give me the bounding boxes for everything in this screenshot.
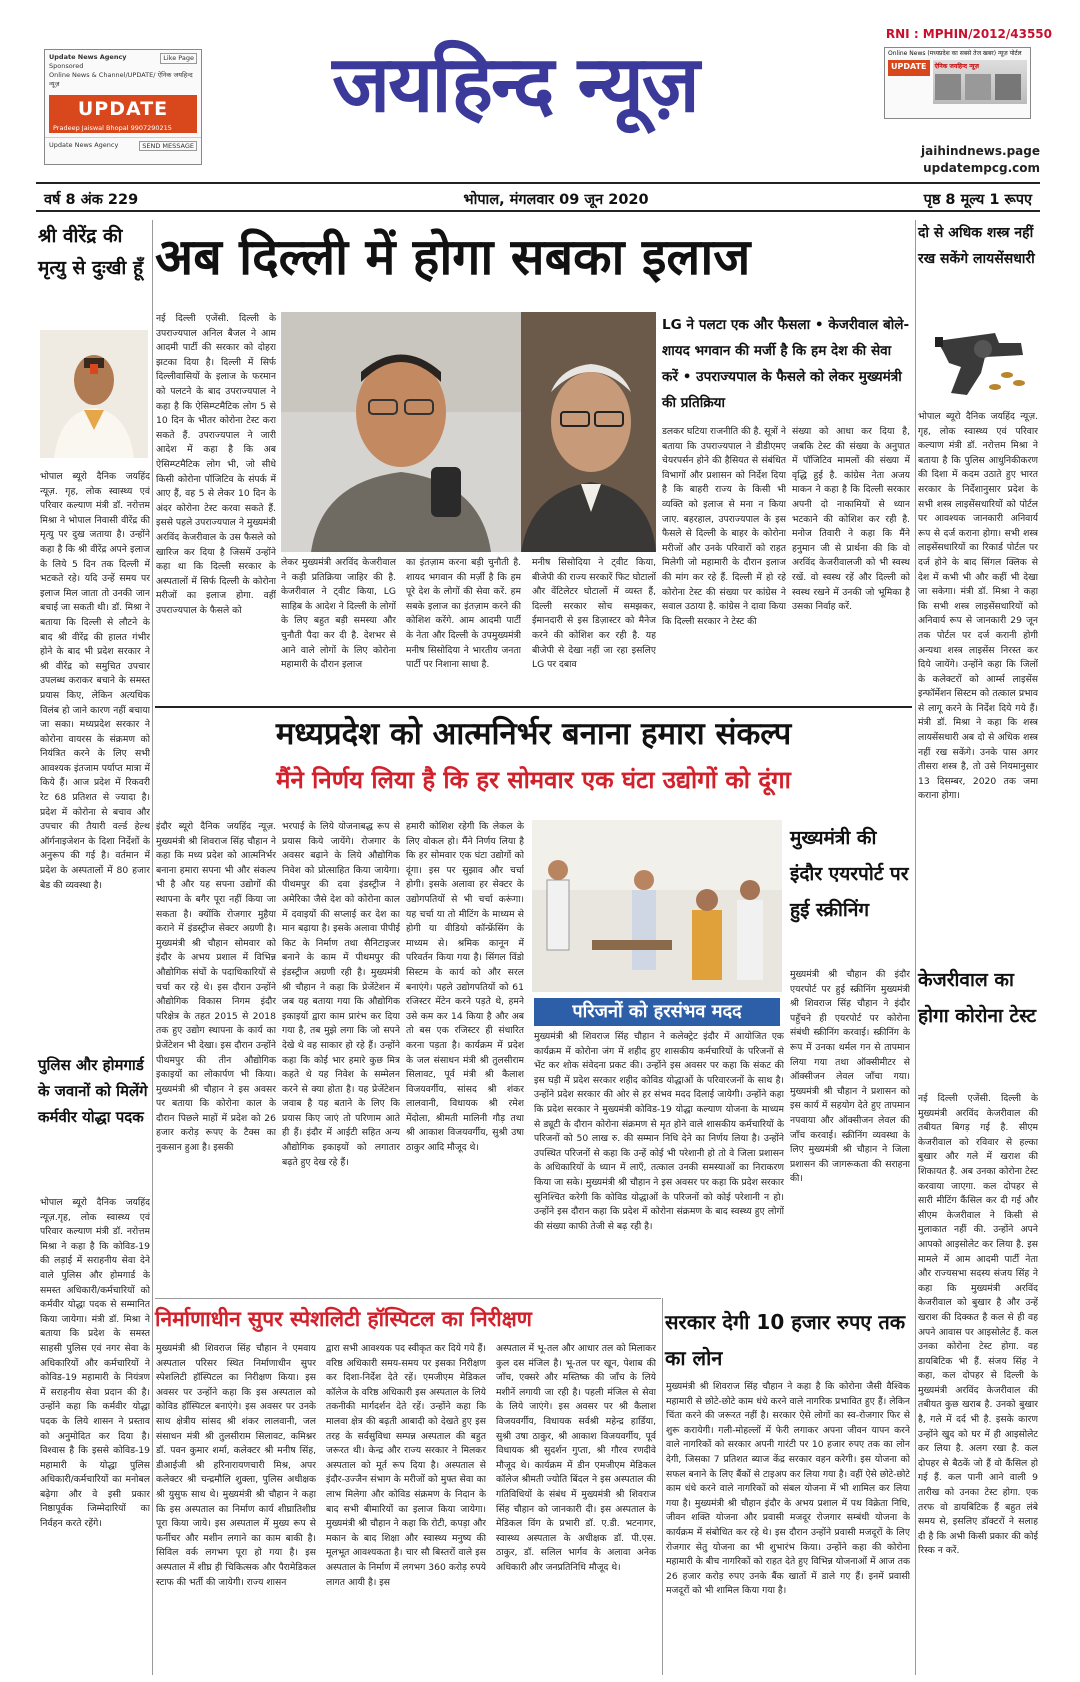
issue-info-bar (36, 182, 1040, 212)
mp-col-1: इंदौर ब्यूरो दैनिक जयहिंद न्यूज़. मुख्यमंत्री श्री शिवराज सिंह चौहान ने कहा कि मध्य प्रदेश को आत्मनिर्भर बनाना हमारा सपना भी और संकल्प भी है और यह सपना उद्योगों की स्थापना के बगैर पूरा नहीं किया जा सकता है। क्योंकि रोजगार मुहैया कराने में इंडस्ट्रीज सेक्टर अग्रणी है। मुख्यमंत्री श्री चौहान सोमवार को इंदौर के अभय प्रशाल में विभिन्न औद्योगिक संघों के पदाधिकारियों से चर्चा कर रहे थे। इस दौरान उन्होंने औद्योगिक विकास निगम इंदौर परिक्षेत्र के तहत 2015 से 2018 तक हुए उद्योग स्थापना के कार्य का प्रेजेंटेशन भी देखा। इस दौरान उन्होंने पीथमपुर की तीन औद्योगिक इकाइयों का लोकार्पण भी किया। मुख्यमंत्री श्री चौहान ने इस अवसर पर बताया कि कोरोना काल के दौरान पिछले माहों में प्रदेश को 26 हजार करोड़ रूपए के टैक्स का नुकसान हुआ है। इसकी (156, 821, 276, 1154)
right-headline-2: केजरीवाल का होगा कोरोना टेस्ट (918, 969, 1037, 1027)
mp-headline: मध्यप्रदेश को आत्मनिर्भर बनाना हमारा संकल्प (275, 716, 792, 752)
lead-subhead: LG ने पलटा एक और फैसला • केजरीवाल बोले- शायद भगवान की मर्जी है कि हम देश की सेवा करें • उपराज्यपाल के फैसले को लेकर मुख्यमंत्री की प्रतिक्रिया (662, 317, 910, 411)
mp-subhead: मैंने निर्णय लिया है कि हर सोमवार एक घंटा उद्योगों को दूंगा (276, 766, 791, 794)
ad-footer (45, 137, 201, 152)
website-updatempcg[interactable]: updatempcg.com (923, 161, 1040, 175)
hospital-col-2: द्वारा सभी आवश्यक पद स्वीकृत कर दिये गये हैं। वरिष्ठ अधिकारी समय-समय पर इसका निरीक्षण कर दिशा-निर्देश देते रहें। एमजीएम मेडिकल कॉलेज के वरिष्ठ अधिकारी इस अस्पताल के लिये तकनीकी मार्गदर्शन देते रहें। उन्होंने कहा कि मालवा क्षेत्र की बढ़ती आबादी को देखते हुए इस तरह के सर्वसुविधा सम्पन्न अस्पताल की बहुत जरूरत थी। केन्द्र और राज्य सरकार ने मिलकर अस्पताल को मूर्त रूप दिया है। अस्पताल से इंदौर-उज्जैन संभाग के मरीजों को मुफ्त सेवा का लाभ मिलेगा और कोविड संक्रमण के निदान के बाद सभी बीमारियों का इलाज किया जायेगा। मुख्यमंत्री श्री चौहान ने कहा कि रोटी, कपड़ा और मकान के बाद शिक्षा और स्वास्थ्य मनुष्य की मूलभूत आवश्यकता है। चार सौ बिस्तरों वाले इस अस्पताल के निर्माण में लगभग 360 करोड़ रुपये लागत आयी है। इस (326, 1343, 486, 1588)
page-price: पृष्ठ 8 मूल्य 1 रूपए (923, 192, 1032, 208)
ad-header (45, 50, 201, 92)
loan-headline: सरकार देगी 10 हजार रुपए तक का लोन (665, 1310, 906, 1370)
ad-contact: Pradeep Jaiswal Bhopal 9907290215 (49, 123, 197, 133)
date-place: भोपाल, मंगलवार 09 जून 2020 (463, 192, 649, 208)
left-article-1: भोपाल ब्यूरो दैनिक जयहिंद न्यूज़. गृह, लोक स्वास्थ्य एवं परिवार कल्याण मंत्री डॉ. नरोत्तम मिश्रा ने भोपाल निवासी वीरेंद्र की मृत्यु पर दुख जताया है। उन्होंने कहा है कि श्री वीरेंद्र अपने इलाज के लिये 5 दिन तक दिल्ली में भटकते रहे। यदि उन्हें समय पर इलाज मिल जाता तो उनकी जान बचाई जा सकती थी। डॉ. मिश्रा ने बताया कि दिल्ली से लौटने के बाद श्री वीरेंद्र की हालत गंभीर होने के बाद भी प्रदेश सरकार ने श्री वीरेंद्र को समुचित उपचार उपलब्ध कराकर बचाने के समस्त प्रयास किए, लेकिन अत्यधिक विलंब हो जाने कारण नहीं बचाया जा सका। मध्यप्रदेश सरकार ने कोरोना वायरस के संक्रमण को नियंत्रित करने के लिए सभी आवश्यक इंतजाम पर्याप्त मात्रा में किये हैं। आज प्रदेश में रिकवरी रेट 68 प्रतिशत से ज्यादा है। प्रदेश में कोरोना से बचाव और उपचार की तैयारी वर्ल्ड हेल्थ ऑर्गनाइजेशन के दिशा निर्देशों के अनुरूप की गई है। वर्तमान में प्रदेश के अस्पतालों में 80 हजार बेड की व्यवस्था है। (40, 471, 150, 891)
lead-col-5: डलकर घटिया राजनीति की है. सूत्रों ने बताया कि उपराज्यपाल ने डीडीएमए चेयरपर्सन होने की हैसियत से संबंधित विभागों और प्रशासन को निर्देश दिया है कि बाहरी राज्य के किसी भी व्यक्ति को इलाज से मना न किया जाए. बहरहाल, उपराज्यपाल के इस फैसले से दिल्ली के बाहर के कोरोना मरीजों और उनके परिवारों को राहत मिलेगी जो महामारी के दौरान इलाज की मांग कर रहे हैं. दिल्ली में हो रहे कोरोना टेस्ट की संख्या पर कांग्रेस ने सवाल उठाया है. कांग्रेस ने दावा किया कि दिल्ली सरकार ने टेस्ट की (662, 426, 786, 627)
mp-meeting-photo (532, 820, 782, 992)
newspaper-title: जयहिन्द न्यूज़ (332, 40, 698, 130)
left-article-2: भोपाल ब्यूरो दैनिक जयहिंद न्यूज़.गृह, लोक स्वास्थ्य एवं परिवार कल्याण मंत्री डॉ. नरोत्तम मिश्रा ने कहा है कि कोविड-19 की लड़ाई में सराहनीय सेवा देने वाले पुलिस और होमगार्ड के समस्त अधिकारी/कर्मचारियों को कर्मवीर योद्धा पदक से सम्मानित किया जायेगा। मंत्री डॉ. मिश्रा ने बताया कि प्रदेश के समस्त साहसी पुलिस एवं नगर सेवा के अधिकारियों और कर्मचारियों ने कोविड-19 महामारी के नियंत्रण में सराहनीय सेवा प्रदान की है। उन्होंने कहा कि कर्मवीर योद्धा पदक के लिये शासन ने प्रस्ताव को अनुमोदित कर दिया है। विश्वास है कि इससे कोविड-19 महामारी के योद्धा पुलिस अधिकारी/कर्मचारियों का मनोबल बढ़ेगा और वे इसी प्रकार निष्ठापूर्वक जिम्मेदारियों का निर्वहन करते रहेंगे। (40, 1197, 150, 1530)
photo-caption-banner: परिजनों को हरसंभव मदद (534, 998, 780, 1026)
ad-update-news-agency[interactable] (44, 49, 202, 165)
lg-baijal-image (521, 312, 656, 552)
website-jaihindnews[interactable]: jaihindnews.page (921, 144, 1040, 158)
lg-photo (521, 312, 656, 552)
meeting-image (532, 820, 782, 992)
minister-photo (40, 330, 148, 458)
rni-number: RNI : MPHIN/2012/43550 (885, 27, 1052, 41)
send-message-button[interactable]: SEND MESSAGE (139, 141, 197, 151)
ad-update-badge: UPDATE (49, 95, 197, 123)
kejriwal-image (281, 312, 521, 552)
ad-sponsored: Sponsored (49, 62, 84, 70)
revolver-icon (925, 303, 1033, 403)
like-page-button[interactable]: Like Page (160, 53, 197, 64)
minister-portrait-icon (40, 330, 148, 458)
hospital-col-1: मुख्यमंत्री श्री शिवराज सिंह चौहान ने एमवाय अस्पताल परिसर स्थित निर्माणाधीन सुपर स्पेशलिटी हॉस्पिटल का निरीक्षण किया। इस अवसर पर उन्होंने कहा कि इस अस्पताल को कोविड हॉस्पिटल बनाएंगे। इस अवसर पर उनके साथ क्षेत्रीय सांसद श्री शंकर लालवानी, जल संसाधन मंत्री श्री तुलसीराम सिलावट, कमिश्नर डॉ. पवन कुमार शर्मा, कलेक्टर श्री मनीष सिंह, डीआईजी श्री हरिनारायणचारी मिश्र, अपर कलेक्टर श्री चन्द्रमौलि शुक्ला, पुलिस अधीक्षक श्री युसुफ साथ थे। मुख्यमंत्री श्री चौहान ने कहा कि इस अस्पताल का निर्माण कार्य शीघ्रातिशीघ्र पूरा किया जाये। इस अस्पताल में मुख्य रूप से फर्नीचर और मशीन लगाने का काम बाकी है। सिविल वर्क लगभग पूरा हो गया है। इस अस्पताल में शीघ्र ही चिकित्सक और पैरामेडिकल स्टाफ की भर्ती की जायेगी। राज्य शासन (156, 1343, 316, 1588)
revolver-photo (925, 303, 1033, 403)
ad-online-news[interactable] (884, 47, 1031, 119)
right-article-2: नई दिल्ली एजेंसी. दिल्ली के मुख्यमंत्री अरविंद केजरीवाल की तबीयत बिगड़ गई है. सीएम केजरीवाल को रविवार से हल्का बुखार और गले में खराश की शिकायत है. अब उनका कोरोना टेस्ट करवाया जाएगा. कल दोपहर से सारी मीटिंग कैंसिल कर दी गई और सीएम केजरीवाल ने किसी से मुलाकात नहीं की. उन्होंने अपने आपको आइसोलेट कर लिया है. इस मामले में आम आदमी पार्टी नेता और राज्यसभा सदस्य संजय सिंह ने कहा कि मुख्यमंत्री अरविंद केजरीवाल को बुखार है और उन्हें खराश की दिक्कत है कल से ही वह अपने आवास पर आइसोलेट हैं. कल उनका कोरोना टेस्ट होगा. वह डायबिटिक भी हैं. संजय सिंह ने कहा, कल दोपहर से दिल्ली के मुख्यमंत्री अरविंद केजरीवाल की तबीयत कुछ खराब है. उनको बुखार है, गले में दर्द भी है. इसके कारण उन्होंने खुद को घर में ही आइसोलेट कर लिया है. अलग रखा है. कल दोपहर से बैठकें जो हैं वो कैंसिल हो गई हैं. कल पानी आने वाली 9 तारीख को उनका टेस्ट होगा. एक तरफ वो डायबिटिक हैं बहुत लंबे समय से, इसलिए डॉक्टरों ने सलाह दी है कि अभी किसी प्रकार की कोई रिस्क न करें. (918, 1093, 1038, 1557)
airport-headline: मुख्यमंत्री की इंदौर एयरपोर्ट पर हुई स्क्रीनिंग (790, 827, 909, 921)
website-links (880, 143, 1040, 177)
lead-col-6: संख्या को आधा कर दिया है, जबकि टेस्ट की संख्या के अनुपात में पॉजिटिव मामलों की संख्या में वृद्धि हुई है. कांग्रेस नेता अजय माकन ने कहा है कि दिल्ली सरकार अपनी दो नाकामियों से ध्यान भटकाने की कोशिश कर रही है. मनोज तिवारी ने कहा कि मैंने हनुमान जी से प्रार्थना की कि वो अरविंद केजरीवालजी को भी स्वस्थ रखें. वो स्वस्थ रहें और दिल्ली को स्वस्थ रखने में उनकी जो भूमिका है उसका निर्वाह करें. (792, 426, 910, 613)
lead-col-1: नई दिल्ली एजेंसी. दिल्ली के उपराज्यपाल अनिल बैजल ने आम आदमी पार्टी की सरकार को दोहरा झटका दिया है। दिल्ली में सिर्फ दिल्लीवासियों के इलाज के फरमान को पलटने के बाद उपराज्यपाल ने कहा है कि ऐसिम्प्टमैटिक लोग 5 से 10 दिन के भीतर कोरोना टेस्ट करा सकते हैं. उपराज्यपाल ने जारी आदेश में कहा है कि अब ऐसिम्प्टमैटिक लोग भी, जो सीधे किसी कोरोना पॉजिटिव के संपर्क में आए हैं, वह 5 से लेकर 10 दिन के अंदर कोरोना टेस्ट करवा सकते हैं. इससे पहले उपराज्यपाल ने मुख्यमंत्री अरविंद केजरीवाल के उस फैसले को खारिज कर दिया है जिसमें उन्होंने कहा था कि दिल्ली सरकार के अस्पतालों में सिर्फ दिल्ली के कोरोना मरीजों का इलाज होगा. वहीं उपराज्यपाल के फैसले को (156, 313, 276, 616)
right-headline-1: दो से अधिक शस्त्र नहीं रख सकेंगे लायसेंसधारी (918, 225, 1035, 267)
ad-right-badge: UPDATE (888, 60, 930, 76)
ad-agency-name: Update News Agency (49, 53, 127, 61)
ad-footer-name: Update News Agency (49, 141, 119, 149)
mp-col-3: हमारी कोशिश रहेगी कि लेकल के लिए वोकल हो। मैंने निर्णय लिया है कि हर सोमवार एक घंटा उद्योगों को दूंगा। इस पर सुझाव और चर्चा होगी। इसके अलावा हर सेक्टर के उद्योगपतियों से भी चर्चा करूंगा। यह चर्चा या तो मीटिंग के माध्यम से होगी या वीडियो कॉन्फ्रेंसिंग के माध्यम से। श्रमिक कानून में परिवर्तन किया गया है। सिंगल विंडो सिस्टम के कार्य को और सरल बनाएंगे। पहले उद्योगपतियों को 61 रजिस्टर मेंटेन करने पड़ते थे, हमने उसे कम कर 14 किया है और अब तो बस एक रजिस्टर ही संधारित करना पड़ता है। कार्यक्रम में प्रदेश के जल संसाधन मंत्री श्री तुलसीराम सिलावट, पूर्व मंत्री श्री कैलाश विजयवर्गीय, सांसद श्री शंकर लालवानी, विधायक श्री रमेश मेंदोला, श्रीमती मालिनी गौड़ तथा श्री आकाश विजयवर्गीय, सुश्री उषा ठाकुर आदि मौजूद थे। (406, 821, 524, 1154)
airport-article: मुख्यमंत्री श्री चौहान की इंदौर एयरपोर्ट पर हुई स्क्रीनिंग मुख्यमंत्री श्री शिवराज सिंह चौहान ने इंदौर पहुँचने ही एयरपोर्ट पर कोरोना संबंधी स्क्रीनिंग करवाई। स्क्रीनिंग के रूप में उनका थर्मल गन से तापमान लिया गया तथा ऑक्सीमीटर से ऑक्सीजन लेवल जाँचा गया। मुख्यमंत्री श्री चौहान ने प्रशासन को इस कार्य में सहयोग देते हुए तापमान नपवाया और ऑक्सीजन लेवल की जाँच करवाई। स्क्रीनिंग व्यवस्था के लिए मुख्यमंत्री श्री चौहान ने जिला प्रशासन की जागरूकता की सराहना की। (790, 969, 910, 1185)
ad-right-description: Online News (मध्यप्रदेश का सबसे तेज खबर) न्यूज़ पोर्टल (888, 50, 1022, 57)
lead-col-3: का इंतज़ाम करना बड़ी चुनौती है. शायद भगवान की मर्ज़ी है कि हम पूरे देश के लोगों की सेवा करें. हम सबके इलाज का इंतज़ाम करने की कोशिश करेंगे. आम आदमी पार्टी के नेता और दिल्ली के उपमुख्यमंत्री मनीष सिसोदिया ने भारतीय जनता पार्टी पर निशाना साधा है. (406, 557, 521, 671)
left-headline-1: श्री वीरेंद्र की मृत्यु से दुःखी हूँ (38, 225, 144, 279)
volume-issue: वर्ष 8 अंक 229 (44, 192, 139, 208)
ad-right-thumbnail (933, 60, 1028, 104)
mp-col-2: भरपाई के लिये योजनाबद्ध रूप से प्रयास किये जायेंगे। रोजगार के अवसर बढ़ाने के लिये औद्योगिक निवेश को प्रोत्साहित किया जायेगा। पीथमपुर की दवा इंडस्ट्रीज ने अमेरिका जैसे देश को कोरोना काल में दवाइयों की सप्लाई कर देश का मान बढ़ाया है। इसके अलावा पीपीई किट के निर्माण तथा सैनिटाइजर बनाने के काम में पीथमपुर की इंडस्ट्रीज अग्रणी रही है। मुख्यमंत्री श्री चौहान ने कहा कि प्रेजेंटेशन में जब यह बताया गया कि औद्योगिक इकाइयों द्वारा काम प्रारंभ कर दिया गया है, तब मुझे लगा कि जो सपने देखे थे वह साकार हो रहे हैं। उन्होंने कहा कि कोई भार हमारे कुछ मित्र कहते थे यह निवेश के सम्मेलन करने से क्या होता है। यह प्रेजेंटेशन जवाब है यह बताने के लिए कि प्रयास किए जाएं तो परिणाम आते ही हैं। इंदौर में आईटी सहित अन्य औद्योगिक इकाइयों को लगातार बढ़ते हुए देख रहे हैं। (282, 821, 400, 1168)
left-headline-2: पुलिस और होमगार्ड के जवानों को मिलेंगे कर्मवीर योद्धा पदक (38, 1056, 148, 1126)
ad-right-brand: ऐनिक जयहिन्द न्यूज़ (934, 63, 979, 70)
kejriwal-photo (281, 312, 521, 552)
lead-headline: अब दिल्ली में होगा सबका इलाज (155, 228, 751, 286)
lead-col-2: लेकर मुख्यमंत्री अरविंद केजरीवाल ने कड़ी प्रतिक्रिया जाहिर की है. केजरीवाल ने ट्वीट किया, LG साहिब के आदेश ने दिल्ली के लोगों के लिए बहुत बड़ी समस्या और चुनौती पैदा कर दी है. देशभर से आने वाले लोगों के लिए कोरोना महामारी के दौरान इलाज (281, 557, 396, 671)
mp-photo-article: मुख्यमंत्री श्री शिवराज सिंह चौहान ने कलेक्ट्रेट इंदौर में आयोजित एक कार्यक्रम में कोरोना जंग में शहीद हुए शासकीय कर्मचारियों के परिजनों से भेंट कर शोक संवेदना प्रकट की। उन्होंने इस अवसर पर कहा कि संकट की इस घड़ी में प्रदेश सरकार शहीद कोविड योद्धाओं के परिवारजनों के साथ है। उन्होंने प्रदेश सरकार की ओर से हर संभव मदद दिलाई जायेगी। उन्होंने कहा कि प्रदेश सरकार ने मुख्यमंत्री कोविड-19 योद्धा कल्याण योजना के माध्यम से ड्यूटी के दौरान कोरोना संक्रमण से मृत होने वाले शासकीय कर्मचारियों के परिजनों को 50 लाख रु. की सम्मान निधि देने का निर्णय लिया है। उन्होंने उपस्थित परिजनों से कहा कि उन्हें कोई भी परेशानी हो तो वे जिला प्रशासन के अधिकारियों के ध्यान में लाएँ, तत्काल उनकी समस्याओं का निराकरण किया जा सके। मुख्यमंत्री श्री चौहान ने इस अवसर पर कहा कि प्रदेश सरकार सुनिश्चित करेगी कि कोविड योद्धाओं के परिजनों को कोई परेशानी न हो। उन्होंने इस दौरान कहा कि प्रदेश में कोरोना संक्रमण के बाद स्वस्थ्य हुए लोगों की संख्या काफी तेजी से बढ़ रही है। (534, 1031, 784, 1232)
masthead (0, 0, 1080, 180)
ad-description: Online News & Channel/UPDATE/ ऐनिक जयहिन्द न्यूज़ (49, 71, 193, 88)
lead-col-4: मनीष सिसोदिया ने ट्वीट किया, बीजेपी की राज्य सरकारें फिट घोटालों और वेंटिलेटर घोटालों में व्यस्त हैं, दिल्ली सरकार सोच समझकर, ईमानदारी से इस डिज़ास्टर को मैनेज करने की कोशिश कर रही है. यह बीजेपी से देखा नहीं जा रहा इसलिए LG पर दबाव (532, 557, 656, 671)
hospital-col-3: अस्पताल में भू-तल और आधार तल को मिलाकर कुल दस मंजिल है। भू-तल पर खून, पेशाब की जाँच, एक्सरे और मस्तिष्क की जाँच के लिये मशीनें लगायी जा रही है। पहली मंजिल से सेवा के लिये जाएंगे। इस अवसर पर श्री कैलाश विजयवर्गीय, विधायक सर्वश्री महेन्द्र हार्डिया, सुश्री उषा ठाकुर, श्री आकाश विजयवर्गीय, पूर्व विधायक श्री सुदर्शन गुप्ता, श्री गौरव रणदीवे मौजूद थे। कार्यक्रम में डीन एमजीएम मेडिकल कॉलेज श्रीमती ज्योति बिंदल ने इस अस्पताल की गतिविधियों के संबंध में मुख्यमंत्री श्री शिवराज सिंह चौहान को जानकारी दी। इस अस्पताल के मेडिकल विंग के प्रभारी डॉ. ए.डी. भटनागर, स्वास्थ्य अस्पताल के अधीक्षक डॉ. पी.एस. ठाकुर, डॉ. सलिल भार्गव के अलावा अनेक अधिकारी और जनप्रतिनिधि मौजूद थे। (496, 1343, 656, 1573)
right-article-1: भोपाल ब्यूरो दैनिक जयहिंद न्यूज़. गृह, लोक स्वास्थ्य एवं परिवार कल्याण मंत्री डॉ. नरोत्तम मिश्रा ने बताया है कि पुलिस आधुनिकीकरण की दिशा में कदम उठाते हुए भारत सरकार के निर्देशानुसार प्रदेश के सभी शस्त्र लाइसेंसधारियों को पोर्टल पर आवश्यक जानकारी अनिवार्य रूप से दर्ज कराना होगा। सभी शस्त्र लाइसेंसधारियों का रिकार्ड पोर्टल पर दर्ज होने के बाद सिंगल क्लिक से देश में कभी भी और कहीं भी देखा जा सकेगा। मंत्री डॉ. मिश्रा ने कहा कि सभी शस्त्र लाइसेंसधारियों को अनिवार्य रूप से जानकारी 29 जून तक पोर्टल पर दर्ज करानी होगी अन्यथा शस्त्र लाइसेंस निरस्त कर दिये जायेंगे। उन्होंने कहा कि जिलों के कलेक्टरों को आर्म्स लाइसेंस इन्फॉर्मेशन सिस्टम को तत्काल प्रभाव से लागू करने के निर्देश दिये गये हैं। मंत्री डॉ. मिश्रा ने कहा कि शस्त्र लायसेंसधारी अब दो से अधिक शस्त्र नहीं रख सकेंगे। उनके पास अगर तीसरा शस्त्र है, तो उसे नियमानुसार 13 दिसम्बर, 2020 तक जमा कराना होगा। (918, 411, 1038, 802)
loan-article: मुख्यमंत्री श्री शिवराज सिंह चौहान ने कहा है कि कोरोना जैसी वैश्विक महामारी से छोटे-छोटे काम धंधे करने वाले नागरिक प्रभावित हुए हैं। लेकिन चिंता करने की जरूरत नहीं है। सरकार ऐसे लोगों का स्व-रोजगार फिर से शुरू करायेगी। गली-मोहल्लों में फेरी लगाकर अपना जीवन यापन करने वाले नागरिकों को सरकार अपनी गारंटी पर 10 हजार रुपए तक का लोन देगी, जिसका 7 प्रतिशत ब्याज केंद्र सरकार वहन करेगी। इस योजना को सफल बनाने के लिए बैंकों से टाइअप कर लिया गया है। वहीं ऐसे छोटे-छोटे काम धंधे करने वाले नागरिकों को संबल योजना में भी शामिल कर लिया गया है। मुख्यमंत्री श्री चौहान इंदौर के अभय प्रशाल में पथ विक्रेता निधि, जीवन शक्ति योजना और प्रवासी मजदूर रोजगार सम्बंधी योजना के कार्यक्रम में संबोधित कर रहे थे। इस दौरान उन्होंने प्रवासी मजदूरों के लिए रोजगार सेतु योजना का भी शुभारंभ किया। उन्होंने कहा की कोरोना महामारी के बीच नागरिकों को राहत देते हुए विभिन्न योजनाओं में आज तक 26 हजार करोड़ रुपए उनके बैंक खातों में डाले गए हैं। इनमें प्रवासी मजदूरों को भी शामिल किया गया है। (666, 1381, 910, 1597)
hospital-headline: निर्माणाधीन सुपर स्पेशलिटी हॉस्पिटल का निरीक्षण (155, 1307, 532, 1331)
